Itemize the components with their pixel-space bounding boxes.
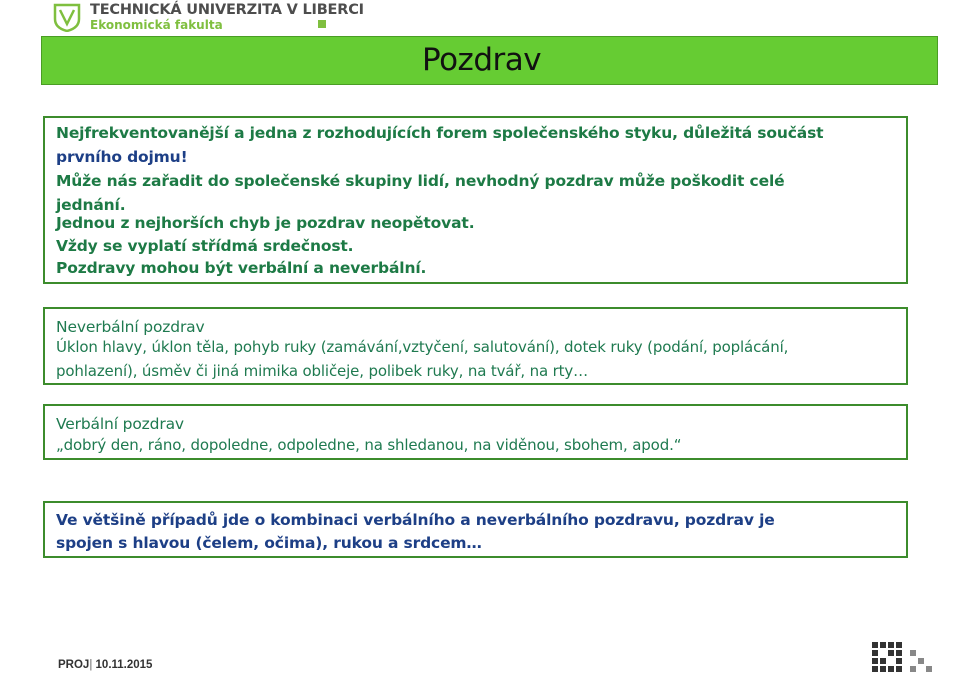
footer-info [58, 659, 152, 671]
title-bar [41, 36, 938, 85]
intro-line-5: Jednou z nejhorších chyb je pozdrav neopětovat. [56, 214, 475, 232]
verbal-line: „dobrý den, ráno, dopoledne, odpoledne, na shledanou, na viděnou, sbohem, apod.“ [56, 436, 682, 454]
intro-line-3: Může nás zařadit do společenské skupiny lidí, nevhodný pozdrav může poškodit celé [56, 172, 785, 190]
slide-title: Pozdrav [422, 42, 542, 78]
university-name: TECHNICKÁ UNIVERZITA V LIBERCI [90, 2, 364, 18]
nonverbal-line-2: pohlazení), úsměv či jiná mimika obličeje, polibek ruky, na tvář, na rty… [56, 362, 588, 380]
intro-line-6: Vždy se vyplatí střídmá srdečnost. [56, 237, 354, 255]
university-logo-icon [52, 2, 82, 32]
verbal-heading: Verbální pozdrav [56, 415, 184, 433]
nonverbal-box [43, 307, 908, 385]
nonverbal-line-1: Úklon hlavy, úklon těla, pohyb ruky (zamávání,vztyčení, salutování), dotek ruky (podání, poplácání, [56, 338, 789, 356]
verbal-box [43, 404, 908, 460]
footer-date: 10.11.2015 [95, 659, 153, 671]
university-header [52, 2, 364, 32]
header-square-icon [318, 20, 326, 28]
footer-separator: | [89, 659, 93, 671]
summary-line-1: Ve většině případů jde o kombinaci verbálního a neverbálního pozdravu, pozdrav je [56, 511, 775, 529]
nonverbal-heading: Neverbální pozdrav [56, 318, 205, 336]
intro-box [43, 116, 908, 284]
intro-line-2: prvního dojmu! [56, 148, 188, 166]
intro-line-4: jednání. [56, 196, 126, 214]
intro-line-1: Nejfrekventovanější a jedna z rozhodujících forem společenského styku, důležitá součást [56, 124, 824, 142]
footer-project: PROJ [58, 659, 90, 671]
summary-line-2: spojen s hlavou (čelem, očima), rukou a srdcem… [56, 534, 482, 552]
pixel-grid-logo-icon [872, 642, 944, 672]
intro-line-7: Pozdravy mohou být verbální a neverbální. [56, 259, 427, 277]
faculty-name: Ekonomická fakulta [90, 18, 223, 32]
summary-box [43, 501, 908, 558]
